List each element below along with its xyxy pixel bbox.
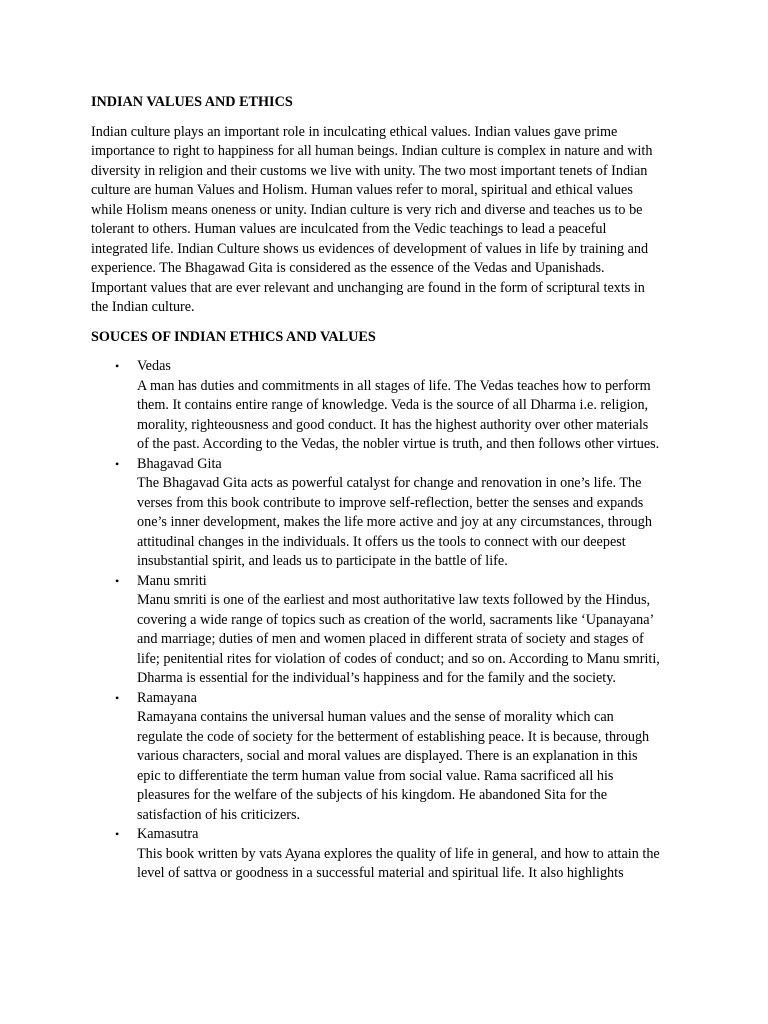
bullet-icon: •: [115, 690, 120, 705]
list-item-vedas: [91, 357, 661, 455]
list-item-title: Ramayana: [137, 689, 197, 706]
list-item-bhagavad-gita: [91, 455, 661, 572]
list-item-text: Manu smriti is one of the earliest and most authoritative law texts followed by the Hindus, covering a wide range of topics such as creation of the world, sacraments like ‘Upanayana’ and marriage; duties of men and women placed in different strata of society and stages of life; penitential rites for violation of codes of conduct; and so on. According to Manu smriti, Dharma is essential for the individual’s happiness and for the family and the society.: [137, 592, 660, 686]
list-item-title: Vedas: [137, 358, 171, 374]
bullet-icon: •: [115, 573, 120, 588]
intro-paragraph: Indian culture plays an important role in inculcating ethical values. Indian values gave prime importance to right to happiness for all human beings. Indian culture is complex in nature and with diversity in religion and their customs we live with unity. The two most important tenets of Indian culture are human Values and Holism. Human values refer to moral, spiritual and ethical values while Holism means oneness or unity. Indian culture is very rich and diverse and teaches us to be tolerant to others. Human values are inculcated from the Vedic teachings to lead a peaceful integrated life. Indian Culture shows us evidences of development of values in life by training and experience. The Bhagawad Gita is considered as the essence of the Vedas and Upanishads. Important values that are ever relevant and unchanging are found in the form of scriptural texts in the Indian culture.: [91, 123, 653, 315]
list-item-text: The Bhagavad Gita acts as powerful catalyst for change and renovation in one’s life. The verses from this book contribute to improve self-reflection, better the senses and expands one’s inner development, makes the life more active and joy at any circumstances, through attitudinal changes in the individuals. It offers us the tools to connect with our deepest insubstantial spirit, and leads us to participate in the battle of life.: [137, 475, 652, 569]
list-item-text: This book written by vats Ayana explores the quality of life in general, and how to attain the level of sattva or goodness in a successful material and spiritual life. It also highlights: [137, 845, 660, 881]
sources-heading: SOUCES OF INDIAN ETHICS AND VALUES: [91, 328, 376, 345]
list-item-manu-smriti: [91, 572, 661, 689]
list-item-title: Manu smriti: [137, 572, 207, 589]
bullet-icon: •: [115, 456, 120, 471]
list-item-title: Bhagavad Gita: [137, 455, 222, 472]
document-page: [91, 93, 661, 884]
list-item-kamasutra: [91, 825, 661, 884]
document-title: INDIAN VALUES AND ETHICS: [91, 94, 293, 110]
list-item-text: A man has duties and commitments in all stages of life. The Vedas teaches how to perform them. It contains entire range of knowledge. Veda is the source of all Dharma i.e. religion, morality, righteousness and good conduct. It has the highest authority over other materials of the past. According to the Vedas, the nobler virtue is truth, and then follows other virtues.: [137, 377, 660, 452]
bullet-icon: •: [115, 827, 120, 841]
list-item-ramayana: [91, 689, 661, 826]
sources-list: [91, 357, 661, 884]
list-item-text: Ramayana contains the universal human values and the sense of morality which can regulate the code of society for the betterment of establishing peace. It is because, through various characters, social and moral values are displayed. There is an explanation in this epic to differentiate the term human value from social value. Rama sacrificed all his pleasures for the welfare of the subjects of his kingdom. He abandoned Sita for the satisfaction of his criticizers.: [137, 709, 650, 823]
list-item-title: Kamasutra: [137, 826, 199, 842]
bullet-icon: •: [115, 359, 120, 373]
